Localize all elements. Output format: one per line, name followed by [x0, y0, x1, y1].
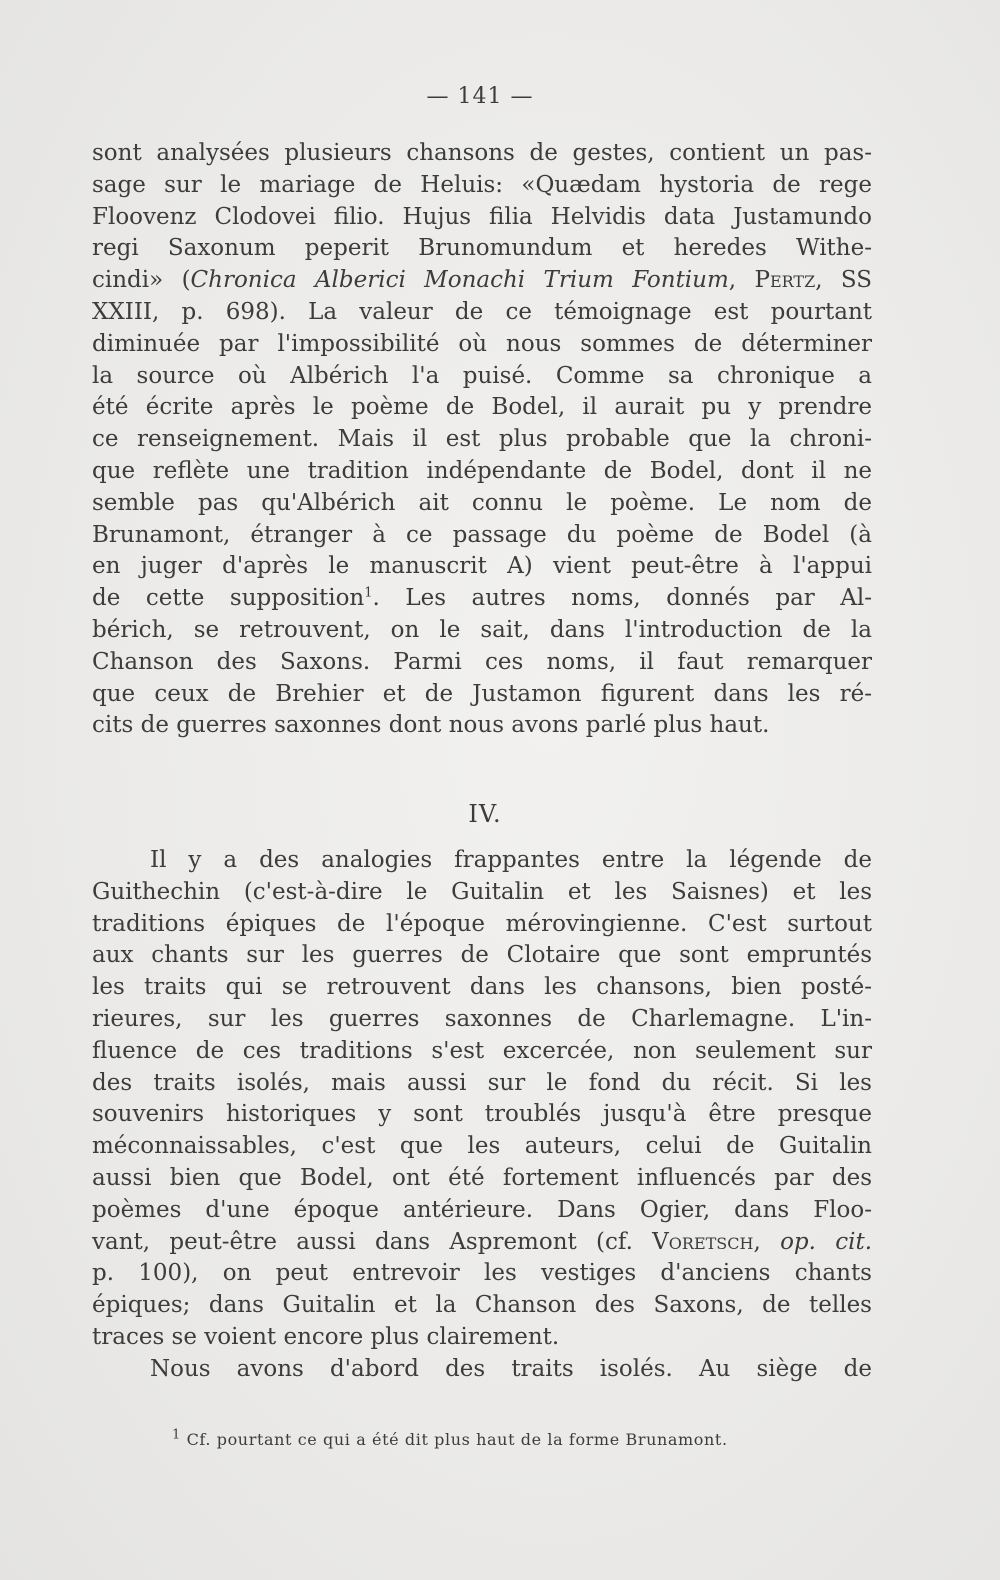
paragraph-2 [92, 845, 872, 1386]
footnote-marker: 1 [172, 1427, 181, 1443]
text-line: aux chants sur les guerres de Clotaire que sont empruntés [92, 942, 872, 969]
text-line: Brunamont, étranger à ce passage du poème de Bodel (à [92, 521, 872, 548]
text-segment: . Les autres noms, donnés par Al- [372, 585, 872, 612]
text-line: souvenirs historiques y sont troublés jusqu'à être presque [92, 1101, 872, 1128]
text-line: fluence de ces traditions s'est excercée, non seulement sur [92, 1037, 872, 1064]
text-line: semble pas qu'Albérich ait connu le poème. Le nom de [92, 489, 872, 516]
text-line [92, 1227, 872, 1259]
text-line: aussi bien que Bodel, ont été fortement influencés par des [92, 1164, 872, 1191]
text-line: méconnaissables, c'est que les auteurs, celui de Guitalin [92, 1133, 872, 1160]
text-segment: cindi» ( [92, 267, 191, 294]
text-line [92, 583, 872, 615]
text-line: en juger d'après le manuscrit A) vient peut-être à l'appui [92, 553, 872, 580]
text-line: que reflète une tradition indépendante de Bodel, dont il ne [92, 457, 872, 484]
citation-title: Chronica Alberici Monachi Trium Fontium [190, 267, 729, 294]
text-line: rieures, sur les guerres saxonnes de Charlemagne. L'in- [92, 1005, 872, 1032]
text-line: Nous avons d'abord des traits isolés. Au siège de [150, 1355, 872, 1382]
paragraph-1 [92, 138, 872, 742]
text-line: traditions épiques de l'époque mérovingienne. C'est surtout [92, 910, 872, 937]
text-line [92, 265, 872, 297]
text-line: Floovenz Clodovei filio. Hujus filia Helvidis data Justamundo [92, 203, 872, 230]
text-line: traces se voient encore plus clairement. [92, 1323, 560, 1350]
text-line: bérich, se retrouvent, on le sait, dans l'introduction de la [92, 616, 872, 643]
section-heading: IV. [468, 800, 502, 828]
author-name: Voretsch [652, 1228, 754, 1255]
text-line: Guithechin (c'est-à-dire le Guitalin et les Saisnes) et les [92, 878, 872, 905]
footnote-text: Cf. pourtant ce qui a été dit plus haut de la forme Brunamont. [186, 1430, 728, 1449]
text-line: Chanson des Saxons. Parmi ces noms, il faut remarquer [92, 648, 872, 675]
text-segment: vant, peut-être aussi dans Aspremont (cf. [92, 1228, 653, 1255]
text-segment: , [753, 1228, 781, 1255]
citation-abbrev: op. cit. [780, 1228, 873, 1255]
text-line: ce renseignement. Mais il est plus probable que la chroni- [92, 426, 872, 453]
text-line: regi Saxonum peperit Brunomundum et heredes Withe- [92, 235, 872, 262]
text-line: la source où Albérich l'a puisé. Comme sa chronique a [92, 362, 872, 389]
text-line: p. 100), on peut entrevoir les vestiges d'anciens chants [92, 1260, 872, 1287]
text-line: XXIII, p. 698). La valeur de ce témoignage est pourtant [92, 298, 872, 325]
footnote [172, 1427, 872, 1449]
footnote-ref: 1 [364, 585, 373, 601]
text-line: sont analysées plusieurs chansons de gestes, contient un pas- [92, 140, 872, 166]
text-segment: de cette supposition [92, 585, 365, 612]
text-line: été écrite après le poème de Bodel, il aurait pu y prendre [92, 394, 872, 421]
text-line: cits de guerres saxonnes dont nous avons parlé plus haut. [92, 712, 770, 739]
text-segment: , SS [815, 267, 872, 294]
author-name: Pertz [754, 267, 816, 294]
text-line: diminuée par l'impossibilité où nous sommes de déterminer [92, 330, 872, 357]
text-line: épiques; dans Guitalin et la Chanson des Saxons, de telles [92, 1292, 872, 1319]
text-segment: , [728, 267, 755, 294]
text-line: sage sur le mariage de Heluis: «Quædam hystoria de rege [92, 171, 872, 198]
page-number: — 141 — [426, 84, 534, 109]
text-line: les traits qui se retrouvent dans les chansons, bien posté- [92, 974, 872, 1001]
text-line: Il y a des analogies frappantes entre la légende de [150, 847, 872, 873]
text-line: que ceux de Brehier et de Justamon figurent dans les ré- [92, 680, 872, 707]
text-line: des traits isolés, mais aussi sur le fond du récit. Si les [92, 1069, 872, 1096]
text-line: poèmes d'une époque antérieure. Dans Ogier, dans Floo- [92, 1196, 872, 1223]
